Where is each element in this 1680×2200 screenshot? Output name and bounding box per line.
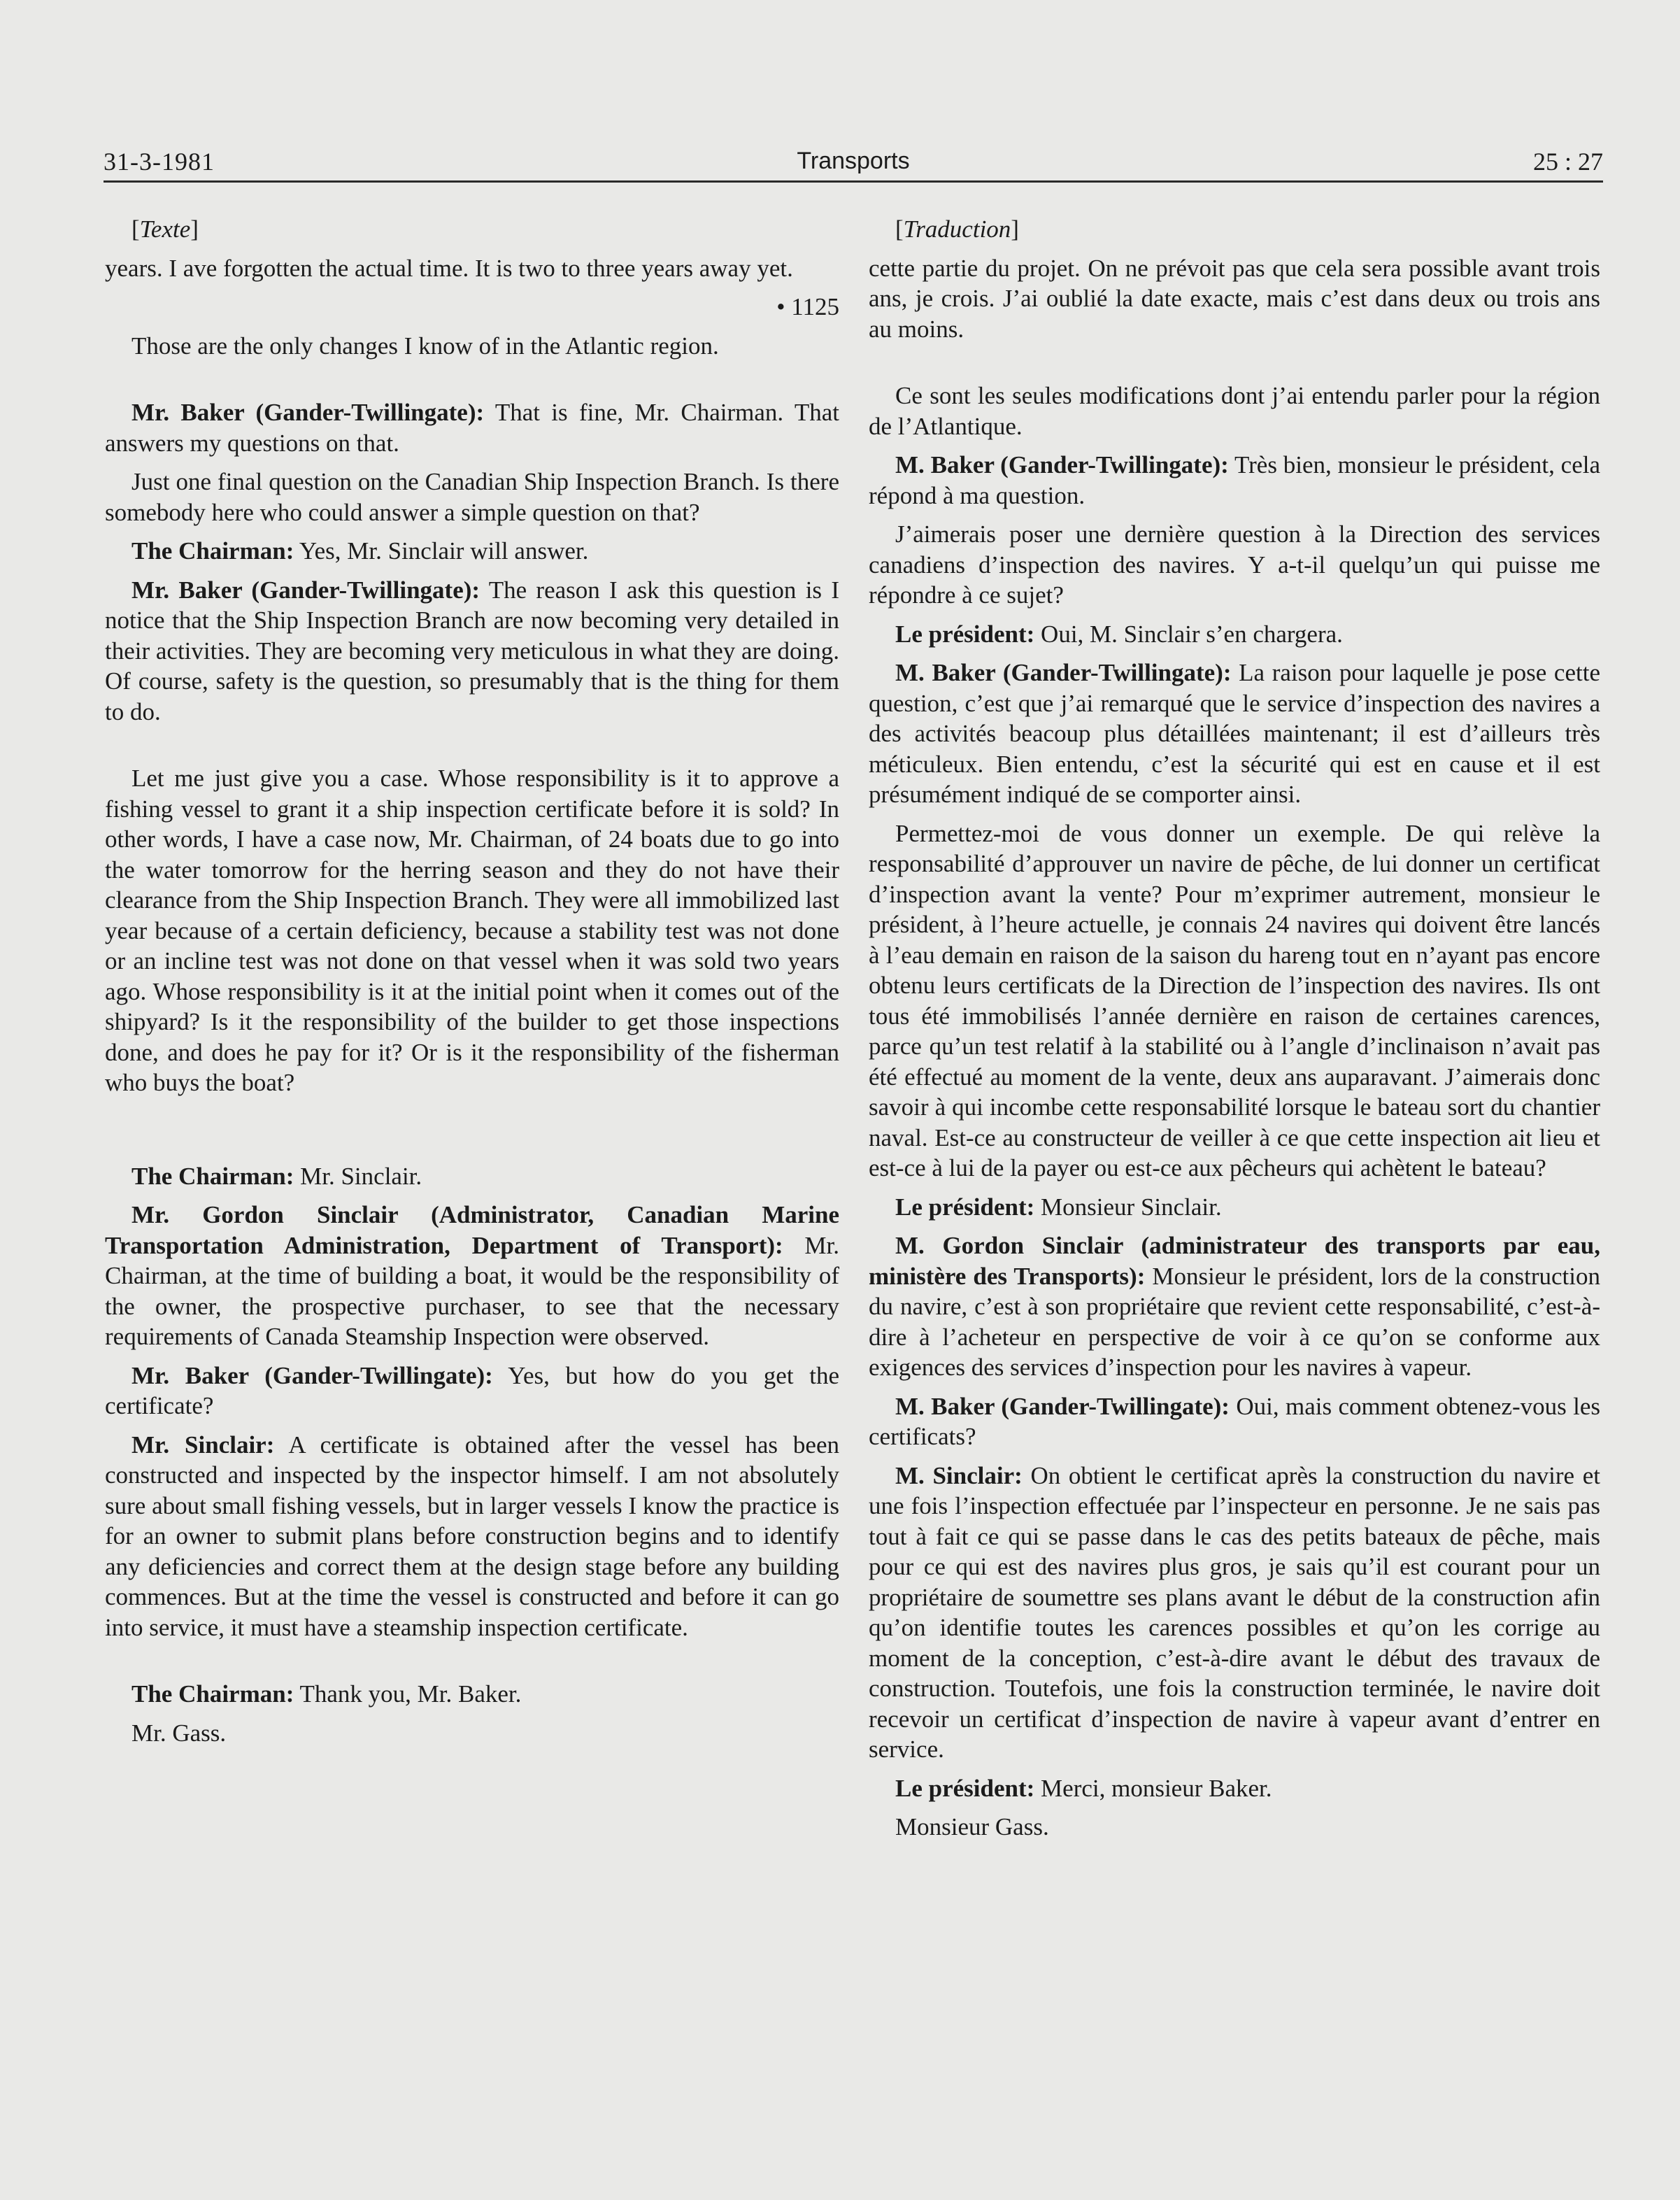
speech-text: On obtient le certificat après la construction du navire et une fois l’inspection effectuée par l’inspecteur en personne. Je ne sais pas tout à fait ce qui se passe dans le cas des petits bateaux de pêche, mais pour ce qui est des navires plus gros, je sais qu’il est courant pour un propriétaire de soumettre ses plans avant le début de la construction afin qu’on identifie toutes les carences possibles et qu’on les corrige au moment de la conception, c’est-à-dire avant le début des travaux de construction. Toutefois, une fois la construction terminée, le navire doit recevoir un certificat d’inspection de navire à vapeur avant d’entrer en service. — [869, 1461, 1600, 1763]
speaker-name: Mr. Baker (Gander-Twillingate): — [131, 576, 480, 604]
speech-text: Mr. Chairman, at the time of building a boat, it would be the responsibility of the owner, the prospective purchaser, to see that the necessary requirements of Canada Steamship Inspection were observed. — [105, 1231, 839, 1350]
header-title: Transports — [797, 148, 910, 174]
paragraph: years. I ave forgotten the actual time. It is two to three years away yet. — [105, 254, 793, 282]
speaker-name: Mr. Baker (Gander-Twillingate): — [131, 399, 485, 426]
speaker-name: Le président: — [895, 1774, 1035, 1802]
speech-paragraph — [869, 1773, 1600, 1804]
speaker-name: M. Baker (Gander-Twillingate): — [895, 1392, 1230, 1420]
paragraph: Let me just give you a case. Whose responsibility is it to approve a fishing vessel to grant it a ship inspection certificate before it is sold? In other words, I have a case now, Mr. Chairman, of 24 boats due to go into the water tomorrow for the herring season and they do not have their clearance from the Ship Inspection Branch. They were all immobilized last year because of a certain deficiency, because a stability test was not done or an incline test was not done on that vessel when it was sold two years ago. Whose responsibility is it at the initial point when it comes out of the shipyard? Is it the responsibility of the builder to get those inspections done, and does he pay for it? Or is it the responsibility of the fisherman who buys the boat? — [105, 765, 839, 1096]
speech-paragraph — [869, 658, 1600, 810]
speech-text: A certificate is obtained after the vessel has been constructed and inspected by the inspector himself. I am not absolutely sure about small fishing vessels, but in larger vessels I know the practice is for an owner to submit plans before construction begins and to identify any deficiencies and correct them at the design stage before any building commences. But at the time the vessel is constructed and before it can go into service, it must have a steamship inspection certificate. — [105, 1431, 840, 1641]
speaker-name: Mr. Baker (Gander-Twillingate): — [131, 1361, 493, 1389]
speaker-name: M. Baker (Gander-Twillingate): — [895, 659, 1232, 686]
speech-text: Très bien, monsieur le président, cela répond à ma question. — [869, 451, 1600, 509]
english-column — [105, 214, 839, 1757]
speech-paragraph — [105, 1161, 839, 1192]
speaker-name: Le président: — [895, 1193, 1035, 1221]
speaker-name: Mr. Sinclair: — [131, 1431, 275, 1459]
speech-text: Oui, mais comment obtenez-vous les certificats? — [869, 1392, 1600, 1450]
speech-paragraph — [869, 1192, 1600, 1223]
paragraph: cette partie du projet. On ne prévoit pas que cela sera possible avant trois ans, je crois. J’ai oublié la date exacte, mais c’est dans deux ou trois ans au moins. — [869, 254, 1600, 343]
speech-text: Mr. Sinclair. — [294, 1162, 422, 1190]
paragraph: J’aimerais poser une dernière question à la Direction des services canadiens d’inspection des navires. Y a-t-il quelqu’un qui puisse me répondre à ce sujet? — [869, 520, 1600, 609]
speech-text: Yes, but how do you get the certificate? — [105, 1361, 839, 1419]
paragraph: Those are the only changes I know of in the Atlantic region. — [131, 332, 719, 360]
speaker-name: Le président: — [895, 620, 1035, 648]
speech-paragraph — [105, 536, 839, 567]
bracket-open: [ — [895, 215, 904, 243]
paragraph: Permettez-moi de vous donner un exemple. De qui relève la responsabilité d’approuver un navire de pêche, de lui donner un certificat d’inspection avant la vente? Pour m’exprimer autrement, monsieur le président, à l’heure actuelle, je connais 24 navires qui doivent être lancés à l’eau demain en raison de la saison du hareng tout en n’ayant pas encore obtenu leurs certificats de la Direction de l’inspection des navires. Ils ont tous été immobilisés l’année dernière en raison de certaines carences, parce qu’un test relatif à la stabilité ou à l’angle d’inclinaison n’avait pas été effectué au moment de la vente, deux ans auparavant. J’aimerais donc savoir à qui incombe cette responsabilité lorsque le bateau sort du chantier naval. Est-ce au constructeur de veiller à ce que cette inspection ait lieu et est-ce à lui de la payer ou est-ce aux pêcheurs qui achètent le bateau? — [869, 819, 1600, 1181]
language-label: Texte — [139, 215, 191, 243]
paragraph: Monsieur Gass. — [895, 1813, 1049, 1840]
speech-text: Merci, monsieur Baker. — [1034, 1774, 1272, 1802]
speaker-name: M. Sinclair: — [895, 1461, 1023, 1489]
spacer — [105, 1651, 839, 1679]
speech-text: Monsieur le président, lors de la construction du navire, c’est à son propriétaire que revient cette responsabilité, c’est-à-dire à l’acheteur en perspective de voir à ce qu’on se conforme aux exigences des services d’inspection pour les navires à vapeur. — [869, 1262, 1600, 1381]
french-column — [869, 214, 1600, 1851]
speech-paragraph — [869, 619, 1600, 650]
bracket-close: ] — [190, 215, 199, 243]
speech-text: Yes, Mr. Sinclair will answer. — [294, 537, 589, 565]
speech-paragraph — [869, 1461, 1600, 1765]
page-header — [104, 137, 1603, 183]
bracket-open: [ — [131, 215, 140, 243]
speech-paragraph — [869, 1391, 1600, 1452]
speaker-name: Mr. Gordon Sinclair (Administrator, Canadian Marine Transportation Administration, Department of Transport): — [105, 1201, 839, 1259]
spacer — [869, 353, 1600, 381]
speech-paragraph — [105, 397, 839, 458]
speaker-name: M. Gordon Sinclair (administrateur des transports par eau, ministère des Transports): — [869, 1232, 1600, 1290]
speech-text: Thank you, Mr. Baker. — [294, 1680, 522, 1708]
bracket-close: ] — [1011, 215, 1019, 243]
speech-text: The reason I ask this question is I notice that the Ship Inspection Branch are now becoming very detailed in their activities. They are becoming very meticulous in what they are doing. Of course, safety is the question, so presumably that is the thing for them to do. — [105, 576, 839, 725]
speech-text: That is fine, Mr. Chairman. That answers my questions on that. — [105, 399, 839, 457]
speaker-name: The Chairman: — [131, 537, 294, 565]
header-page-number: 25 : 27 — [1532, 148, 1603, 176]
paragraph: Mr. Gass. — [131, 1719, 227, 1747]
speech-text: La raison pour laquelle je pose cette question, c’est que j’ai remarqué que le service d’inspection des navires a des activités beacoup plus détaillées maintenant; il est d’ailleurs très méticuleux. Bien entendu, c’est la sécurité qui est en cause et il est présumément indiqué de se comporter ainsi. — [869, 659, 1600, 808]
speaker-name: The Chairman: — [131, 1680, 294, 1708]
paragraph: Ce sont les seules modifications dont j’ai entendu parler pour la région de l’Atlantique. — [869, 382, 1600, 440]
language-label: Traduction — [903, 215, 1011, 243]
spacer — [105, 735, 839, 763]
speech-paragraph — [869, 450, 1600, 511]
speech-paragraph — [105, 575, 839, 728]
timestamp-marker: • 1125 — [776, 293, 839, 320]
speech-paragraph — [105, 1200, 839, 1352]
speech-paragraph — [869, 1230, 1600, 1383]
speech-paragraph — [105, 1679, 839, 1710]
speech-text: Oui, M. Sinclair s’en chargera. — [1034, 620, 1343, 648]
speech-paragraph — [105, 1430, 839, 1643]
paragraph: Just one final question on the Canadian Ship Inspection Branch. Is there somebody here who could answer a simple question on that? — [105, 468, 839, 526]
speaker-name: M. Baker (Gander-Twillingate): — [895, 451, 1229, 478]
spacer — [105, 369, 839, 397]
speaker-name: The Chairman: — [131, 1162, 294, 1190]
spacer — [105, 1107, 839, 1161]
header-date: 31-3-1981 — [104, 148, 215, 176]
language-label-text — [105, 214, 839, 245]
speech-paragraph — [105, 1361, 839, 1421]
speech-text: Monsieur Sinclair. — [1034, 1193, 1222, 1221]
language-label-text — [869, 214, 1600, 245]
